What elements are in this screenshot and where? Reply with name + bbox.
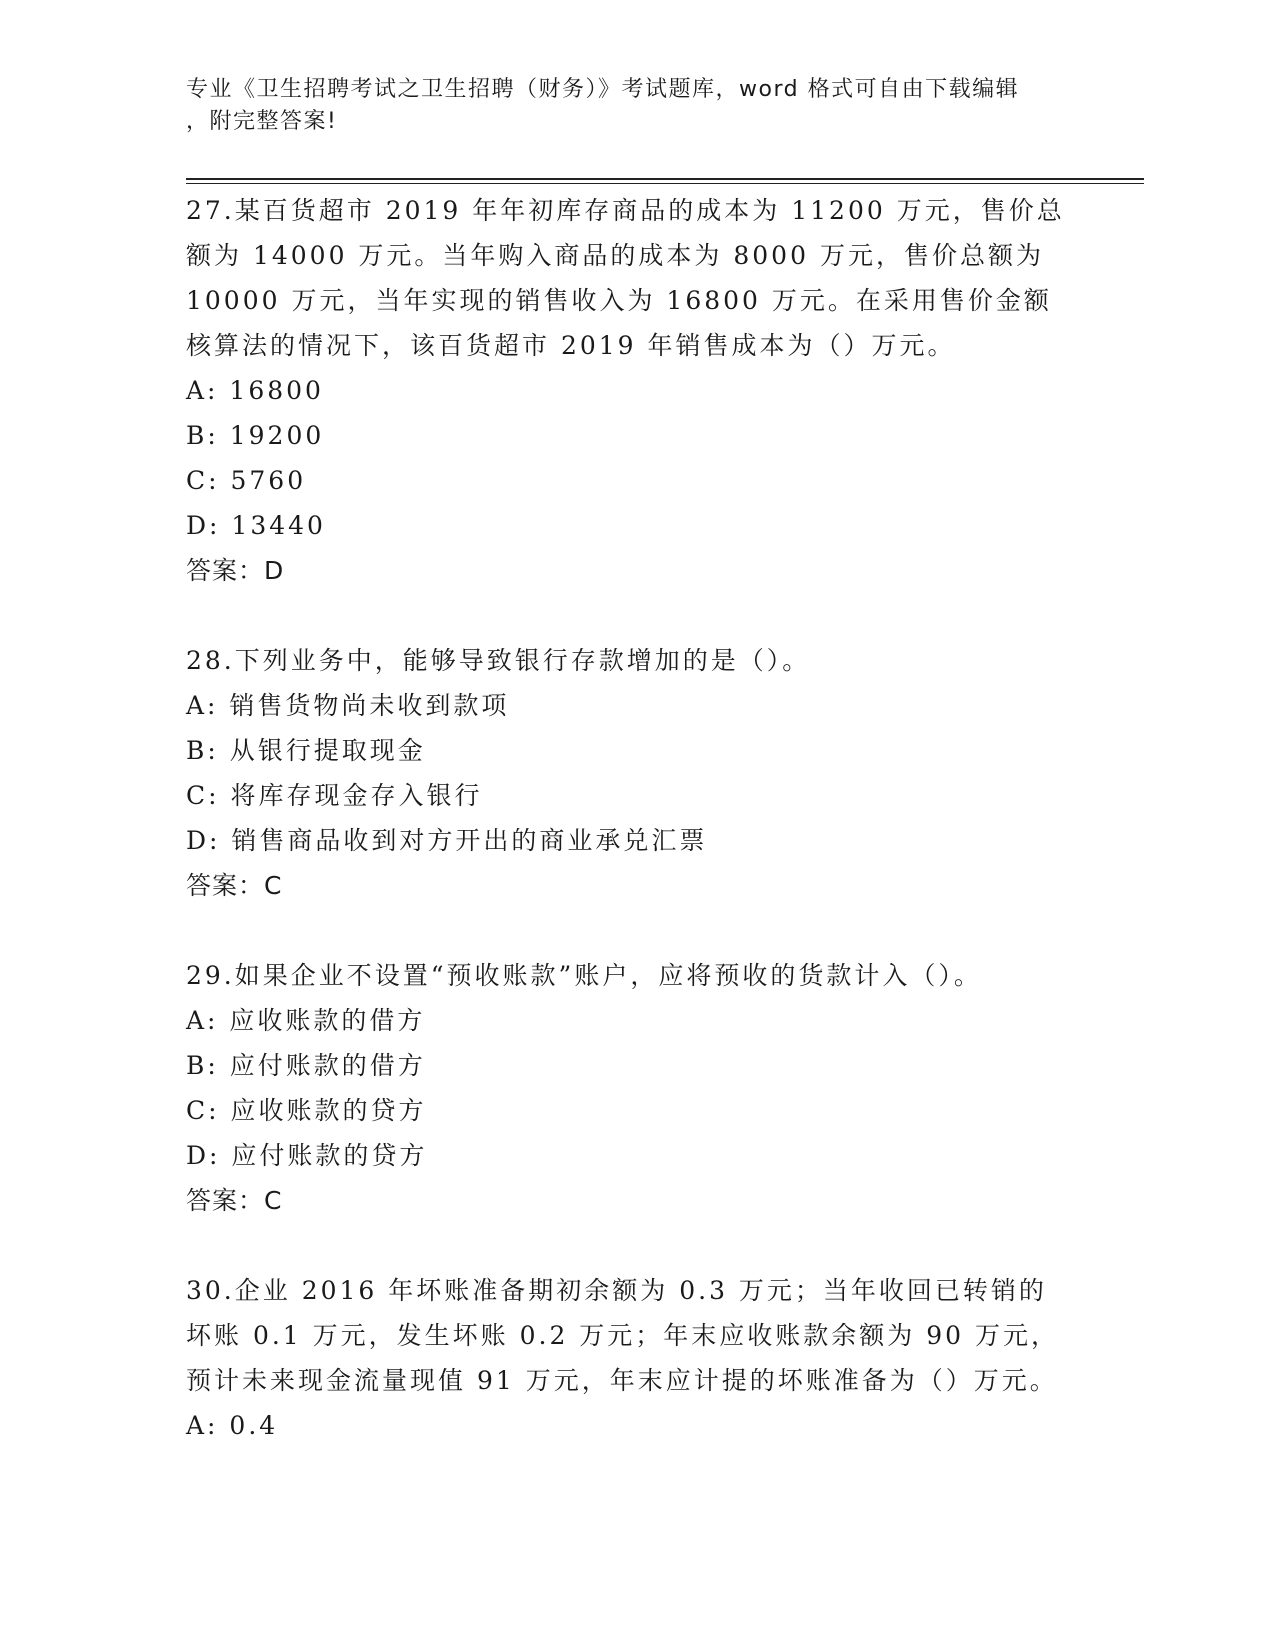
- document-header: [186, 74, 1086, 138]
- option-d: D: 应付账款的贷方: [186, 1141, 428, 1170]
- question-gap: [186, 593, 1066, 638]
- question-gap: [186, 1223, 1066, 1268]
- question-list: [186, 188, 1066, 1448]
- question-stem: 27.某百货超市 2019 年年初库存商品的成本为 11200 万元，售价总额为 14000 万元。当年购入商品的成本为 8000 万元，售价总额为 10000 万元，当年实现的销售收入为 16800 万元。在采用售价金额核算法的情况下，该百货超市 2019 年销售成本为（）万元。: [186, 196, 1065, 360]
- answer-line: 答案：C: [186, 1186, 283, 1215]
- header-divider-thin: [186, 183, 1144, 184]
- option-c: C: 将库存现金存入银行: [186, 781, 483, 810]
- answer-line: 答案：D: [186, 556, 285, 585]
- question-stem: 30.企业 2016 年坏账准备期初余额为 0.3 万元；当年收回已转销的坏账 0.1 万元，发生坏账 0.2 万元；年末应收账款余额为 90 万元，预计未来现金流量现值 91 万元，年末应计提的坏账准备为（）万元。: [186, 1276, 1060, 1395]
- question-stem: 28.下列业务中，能够导致银行存款增加的是（）。: [186, 646, 811, 675]
- question-29: [186, 953, 1066, 1223]
- header-line-2: ，附完整答案!: [186, 109, 338, 134]
- question-30: [186, 1268, 1066, 1448]
- option-b: B: 应付账款的借方: [186, 1051, 426, 1080]
- question-gap: [186, 908, 1066, 953]
- answer-line: 答案：C: [186, 871, 283, 900]
- option-a: A: 16800: [186, 376, 324, 405]
- option-d: D: 销售商品收到对方开出的商业承兑汇票: [186, 826, 708, 855]
- option-a: A: 0.4: [186, 1411, 279, 1440]
- question-28: [186, 638, 1066, 908]
- option-c: C: 应收账款的贷方: [186, 1096, 427, 1125]
- question-stem: 29.如果企业不设置“预收账款”账户，应将预收的货款计入（）。: [186, 961, 982, 990]
- option-a: A: 销售货物尚未收到款项: [186, 691, 510, 720]
- option-b: B: 从银行提取现金: [186, 736, 426, 765]
- option-a: A: 应收账款的借方: [186, 1006, 426, 1035]
- header-divider: [186, 178, 1144, 180]
- option-c: C: 5760: [186, 466, 307, 495]
- option-b: B: 19200: [186, 421, 325, 450]
- header-line-1: 专业《卫生招聘考试之卫生招聘（财务）》考试题库，word 格式可自由下载编辑: [186, 77, 1020, 102]
- option-d: D: 13440: [186, 511, 326, 540]
- question-27: [186, 188, 1066, 593]
